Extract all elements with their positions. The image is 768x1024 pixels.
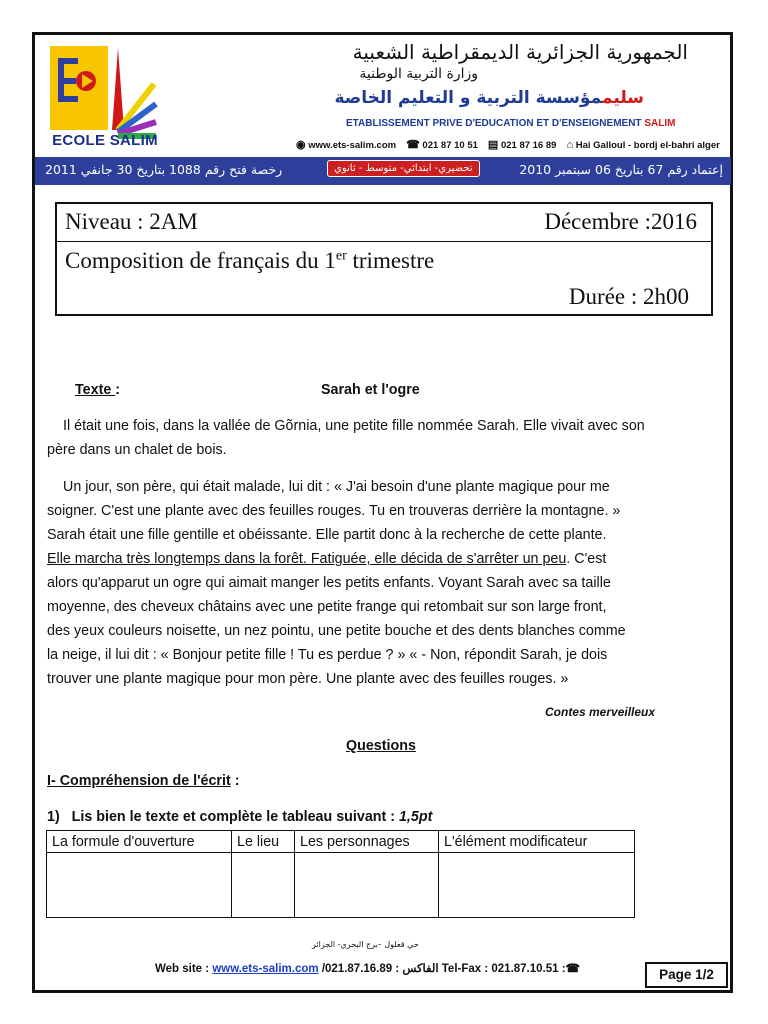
footer-fax: /021.87.16.89 : الفاكس — [318, 963, 439, 975]
answer-cell[interactable] — [295, 853, 439, 918]
answer-cell[interactable] — [232, 853, 295, 918]
license-band — [35, 157, 731, 185]
exam-title-end: trimestre — [346, 248, 435, 273]
institution-title-fr — [346, 118, 675, 129]
answer-cell[interactable] — [47, 853, 232, 918]
paragraph-line: moyenne, des cheveux châtains avec une petite frange qui retombait sur son large front, — [47, 599, 607, 615]
school-name: ECOLE SALIM — [52, 132, 158, 149]
exam-title-main: Composition de français du 1 — [65, 248, 336, 273]
paragraph-line: alors qu'apparut un ogre qui aimait manger les petits enfants. Voyant Sarah avec sa taille — [47, 575, 611, 591]
table-header-cell: Les personnages — [295, 831, 439, 853]
question-text: Lis bien le texte et complète le tableau suivant : — [71, 809, 399, 825]
table-row — [47, 853, 635, 918]
institution-title-ar — [334, 88, 644, 108]
paragraph-line: Sarah était une fille gentille et obéissante. Elle partit donc à la recherche de cette plante. — [47, 527, 607, 543]
section-heading — [47, 769, 239, 793]
questions-heading: Questions — [346, 738, 416, 754]
question-points: 1,5pt — [398, 809, 433, 825]
fax-icon: ▤ — [487, 139, 499, 151]
footer-address-ar: حي قعلول –برج البحري- الجزائر — [312, 940, 419, 949]
paragraph-line: Un jour, son père, qui était malade, lui dit : « J'ai besoin d'une plante magique pour me — [63, 479, 610, 495]
question-number: 1) — [47, 809, 60, 825]
ministry-title: وزارة التربية الوطنية — [359, 66, 478, 82]
header-address: Hai Galloul - bordj el-bahri alger — [575, 139, 720, 151]
page-number: Page 1/2 — [645, 962, 728, 988]
underlined-sentence: Elle marcha très longtemps dans la forêt. Fatiguée, elle décida de s'arrêter un peu — [47, 551, 567, 567]
table-header-cell: La formule d'ouverture — [47, 831, 232, 853]
footer-contact — [155, 961, 580, 975]
exam-title — [65, 248, 434, 274]
text-source: Contes merveilleux — [545, 705, 656, 719]
institution-main-fr: ETABLISSEMENT PRIVE D'EDUCATION ET D'ENSEIGNEMENT — [346, 118, 642, 129]
home-icon: ⌂ — [566, 138, 574, 151]
institution-main-ar: مؤسسة التربية و التعليم الخاصة — [334, 88, 602, 108]
paragraph-line: Il était une fois, dans la vallée de Gõrnia, une petite fille nommée Sarah. Elle vivait avec son — [63, 418, 645, 434]
contact-line — [296, 138, 720, 151]
table-header-cell: L'élément modificateur — [439, 831, 635, 853]
paragraph-line: des yeux couleurs noisette, un nez pointu, une petite bouche et des dents blanches comme — [47, 623, 626, 639]
license-number: رخصة فتح رقم 1088 بتاريخ 30 جانفي 2011 — [45, 162, 283, 177]
phone-icon: ☎ — [565, 963, 580, 975]
institution-name-fr: SALIM — [644, 118, 676, 129]
phone-icon: ☎ — [406, 139, 420, 151]
exam-level: Niveau : 2AM — [65, 209, 198, 234]
text-label: Texte — [75, 382, 116, 398]
paragraph-line: la neige, il lui dit : « Bonjour petite fille ! Tu es perdue ? » « - Non, répondit Sarah, je dois — [47, 647, 608, 663]
header-phone: 021 87 10 51 — [422, 140, 478, 151]
exam-title-sup: er — [335, 248, 347, 264]
footer-tel: Tel-Fax : 021.87.10.51 : — [438, 963, 566, 975]
title-divider — [57, 241, 711, 242]
header-fax: 021 87 16 89 — [500, 140, 557, 151]
question-1 — [47, 805, 432, 829]
institution-name-ar: سليم — [602, 88, 644, 108]
accreditation-number: إعتماد رقم 67 بتاريخ 06 سبتمبر 2010 — [519, 162, 723, 177]
header-website[interactable]: www.ets-salim.com — [308, 140, 397, 151]
text-label-row — [75, 378, 120, 402]
paragraph-line: trouver une plante magique pour mon père. Une plante avec des feuilles rouges. » — [47, 671, 569, 687]
table-header-cell: Le lieu — [232, 831, 295, 853]
section-label: I- Compréhension de l'écrit — [47, 773, 231, 789]
exam-date: Décembre :2016 — [544, 209, 697, 234]
exam-title-box — [55, 202, 713, 316]
footer-website-link[interactable]: www.ets-salim.com — [212, 963, 319, 975]
republic-title: الجمهورية الجزائرية الديمقراطية الشعبية — [352, 40, 688, 64]
text-title: Sarah et l'ogre — [321, 382, 420, 398]
text-label-colon: : — [115, 382, 121, 398]
exam-duration: Durée : 2h00 — [568, 284, 689, 309]
answer-cell[interactable] — [439, 853, 635, 918]
paragraph-line-underlined — [47, 547, 606, 571]
answer-table — [46, 830, 635, 918]
sentence-rest: . C'est — [566, 551, 607, 567]
paragraph-line: soigner. C'est une plante avec des feuilles rouges. Tu en trouveras derrière la montagne. » — [47, 503, 621, 519]
section-colon: : — [230, 773, 240, 789]
levels-badge: تحضيري- ابتدائي- متوسط - ثانوي — [327, 160, 480, 177]
footer-web-label: Web site : — [155, 963, 213, 975]
globe-icon: ◉ — [296, 139, 306, 151]
paragraph-line: père dans un chalet de bois. — [47, 442, 227, 458]
